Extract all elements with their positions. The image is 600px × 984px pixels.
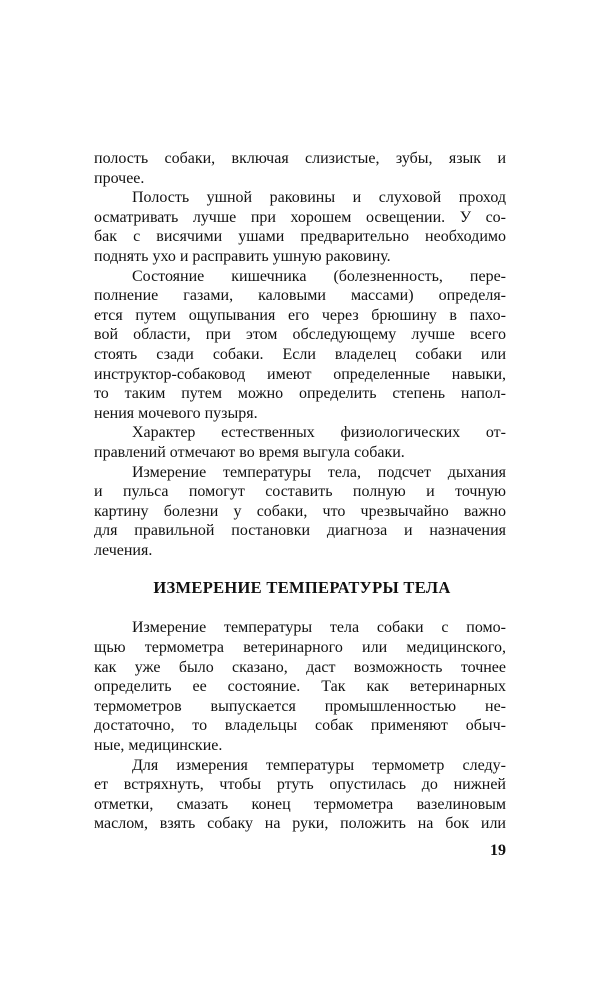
paragraph (94, 756, 506, 834)
text-line: осматривать лучше при хорошем освещении. У со- (94, 208, 506, 226)
text-line: маслом, взять собаку на руки, положить на бок или (94, 815, 506, 833)
text-line: картину болезни у собаки, что чрезвычайно важно (94, 502, 506, 520)
page-number: 19 (490, 842, 506, 859)
text-line: отметки, смазать конец термометра вазелиновым (94, 795, 506, 813)
paragraph (94, 463, 506, 561)
text-line: вой области, при этом обследующему лучше всего (94, 326, 506, 344)
text-line: Измерение температуры тела, подсчет дыхания (132, 463, 506, 481)
text-line: Полость ушной раковины и слуховой проход (132, 189, 506, 207)
text-line: достаточно, то владельцы собак применяют обыч- (94, 717, 506, 735)
text-line: Измерение температуры тела собаки с помо- (132, 619, 506, 637)
text-line: и пульса помогут составить полную и точную (94, 483, 506, 501)
text-line: для правильной постановки диагноза и назначения (94, 522, 506, 540)
paragraph (94, 618, 506, 755)
text-line: термометров выпускается промышленностью не- (94, 697, 506, 715)
text-line: ется путем ощупывания его через брюшину в пахо- (94, 306, 506, 324)
text-line: стоять сзади собаки. Если владелец собаки или (94, 345, 506, 363)
section-heading: ИЗМЕРЕНИЕ ТЕМПЕРАТУРЫ ТЕЛА (153, 578, 451, 598)
text-line: Состояние кишечника (болезненность, пере- (132, 267, 506, 285)
text-line: нения мочевого пузыря. (94, 404, 258, 422)
text-line: Для измерения температуры термометр следу- (132, 756, 506, 774)
text-line: полнение газами, каловыми массами) определя- (94, 287, 506, 305)
paragraph (94, 423, 506, 462)
text-line: бак с висячими ушами предварительно необходимо (94, 228, 506, 246)
text-line: инструктор-собаковод имеют определенные навыки, (94, 365, 506, 383)
text-line: ет встряхнуть, чтобы ртуть опустилась до нижней (94, 776, 506, 794)
text-line: полость собаки, включая слизистые, зубы, язык и (94, 150, 506, 167)
text-line: поднять ухо и расправить ушную раковину. (94, 247, 391, 265)
page-body (94, 149, 506, 834)
paragraph (94, 188, 506, 266)
text-line: определить ее состояние. Так как ветеринарных (94, 678, 506, 696)
text-line: прочее. (94, 169, 145, 187)
paragraph (94, 149, 506, 188)
text-line: щью термометра ветеринарного или медицинского, (94, 639, 506, 657)
paragraph (94, 267, 506, 424)
text-line: то таким путем можно определить степень напол- (94, 385, 506, 403)
text-line: Характер естественных физиологических от- (132, 424, 506, 442)
text-line: лечения. (94, 541, 153, 559)
text-line: ные, медицинские. (94, 737, 223, 755)
text-line: правлений отмечают во время выгула собаки. (94, 443, 405, 461)
text-line: как уже было сказано, даст возможность точнее (94, 658, 506, 676)
